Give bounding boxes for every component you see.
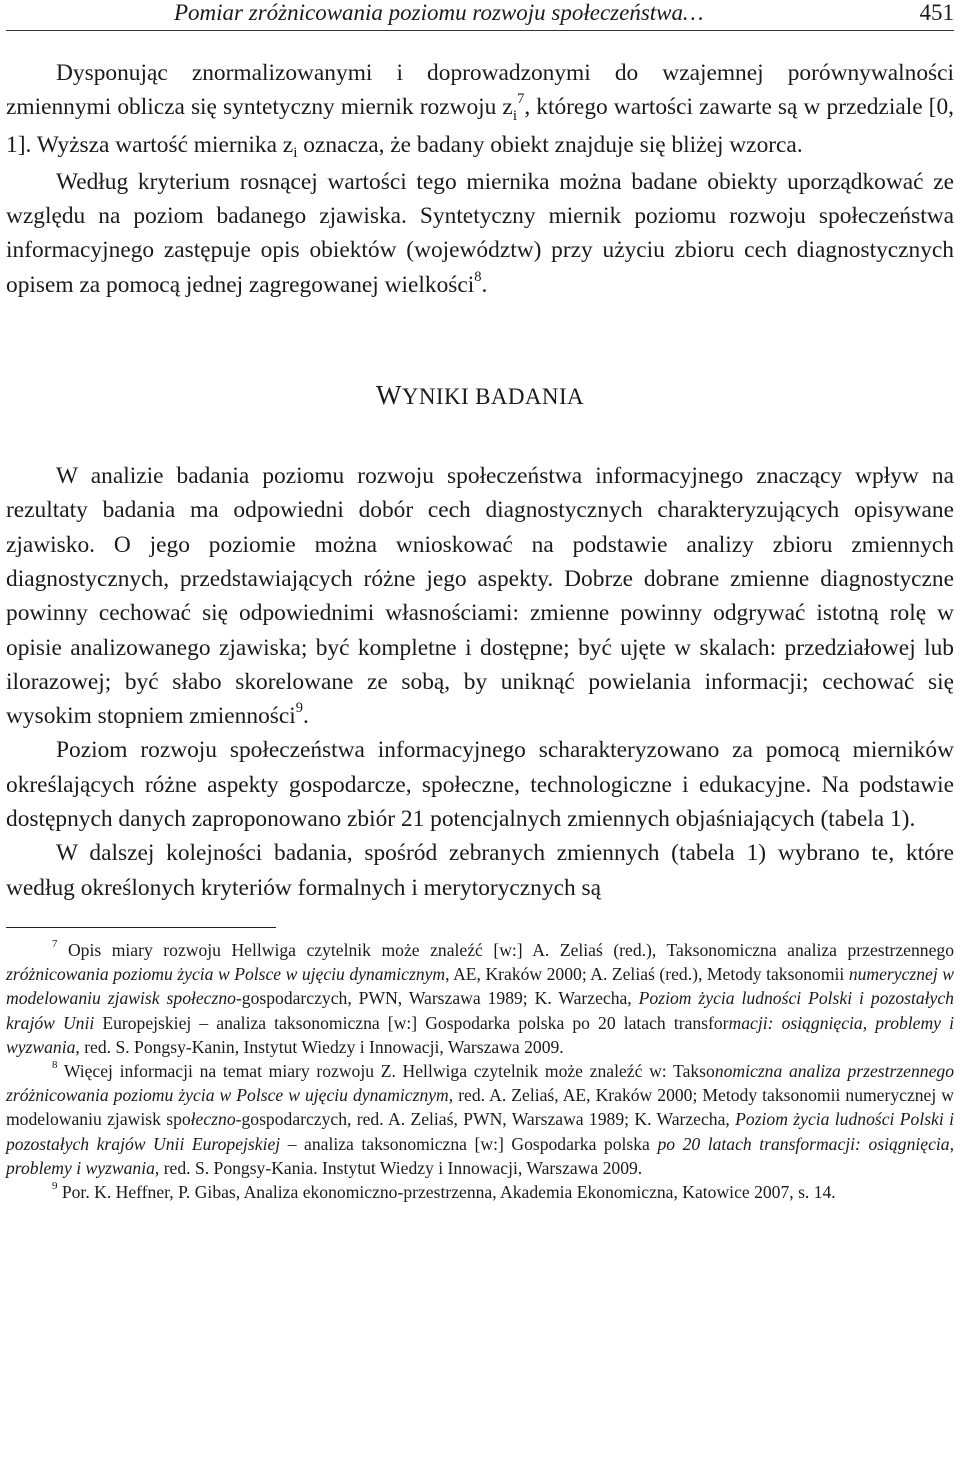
text-run: , którego wartości zawarte są w przedziale [0, 1]. Wyższa wartość miernika z [6, 94, 955, 158]
text-run: Opis miary rozwoju Hellwiga czytelnik może znaleźć [w:] A. Zeliaś (red.), Taksonomiczna analiza przestrzennego [57, 939, 954, 960]
running-title: Pomiar zróżnicowania poziomu rozwoju społeczeństwa… [174, 0, 704, 25]
subscript: i [512, 106, 518, 124]
text-run: . [481, 271, 488, 298]
heading-initial: W [375, 380, 402, 411]
footnote-7 [6, 938, 954, 1059]
subscript: i [293, 143, 298, 161]
footnote-ref[interactable]: 8 [474, 268, 482, 285]
paragraph: W dalszej kolejności badania, spośród zebranych zmiennych (tabela 1) wybrano te, które według określonych kryteriów formalnych i merytorycznych są [6, 840, 954, 901]
italic-run: po 20 latach transformacji: osiągnięcia, problemy i wyzwania [6, 1133, 954, 1178]
italic-run: nomiczna analiza przestrzennego zróżnicowania poziomu życia w Polsce w ujęciu dynamicznym [6, 1060, 954, 1106]
text-run: Por. K. Heffner, P. Gibas, Analiza ekonomiczno-przestrzenna, Akademia Ekonomiczna, Katowice 2007, s. 14. [57, 1181, 836, 1202]
paragraph: Poziom rozwoju społeczeństwa informacyjnego scharakteryzowano za pomocą mierników określających różne aspekty gospodarcze, społeczne, technologiczne i edukacyjne. Na podstawie dostępnych danych zaproponowano zbiór 21 potencjalnych zmiennych objaśniających (tabela 1). [6, 737, 954, 833]
footnote-number: 7 [52, 938, 58, 951]
italic-run: zróżnicowania poziomu życia w Polsce w ujęciu dynamicznym [6, 964, 446, 985]
text-run: . [303, 703, 309, 730]
paragraph [6, 56, 954, 165]
text-run: , red. S. Pongsy-Kania. Instytut Wiedzy i Innowacji, Warszawa 2009. [154, 1157, 643, 1178]
footnote-ref[interactable]: 7 [517, 91, 525, 108]
italic-run: Poziom życia ludności Polski i pozostałych krajów Unii Europejskiej [6, 1109, 954, 1154]
text-run: -gospodarczych, red. A. Zeliaś, PWN, Warszawa 1989; K. Warzecha, [235, 1109, 736, 1130]
section-text [6, 459, 954, 905]
text-run: W analizie badania poziomu rozwoju społeczeństwa informacyjnego znaczący wpływ na rezultaty badania ma odpowiedni dobór cech diagnostycznych charakteryzujących opisywane zjawisko. O jego poziomie można wnioskować na podstawie analizy zbioru zmiennych diagnostycznych, przedstawiających różne jego aspekty. Dobrze dobrane zmienne diagnostyczne powinny cechować się odpowiednimi własnościami: zmienne powinny odgrywać istotną rolę w opisie analizowanego zjawiska; być kompletne i dostępne; być ujęte w skalach: przedziałowej lub ilorazowej; być słabo skorelowane ze sobą, by uniknąć powielania informacji; cechować się wysokim stopniem zmienności [6, 463, 954, 730]
footnote-8 [6, 1059, 954, 1180]
paragraph [6, 459, 954, 733]
text-run: Więcej informacji na temat miary rozwoju Z. Hellwiga czytelnik może znaleźć w: Takso [57, 1060, 715, 1081]
footnote-number: 9 [52, 1180, 58, 1193]
text-run: , AE, Kraków 2000; A. Zeliaś (red.), Metody taksonomii [445, 964, 849, 985]
text-run: , red. S. Pongsy-Kanin, Instytut Wiedzy i Innowacji, Warszawa 2009. [75, 1036, 564, 1057]
running-header [6, 0, 954, 31]
footnote-separator [6, 927, 276, 928]
heading-text: YNIKI BADANIA [401, 384, 585, 410]
document-page [6, 0, 954, 1204]
italic-run: numerycznej w modelowaniu zjawisk społeczno [6, 964, 954, 1009]
text-run: – analiza taksonomiczna [w:] Gospodarka polska [280, 1133, 658, 1154]
footnote-9 [6, 1180, 954, 1204]
paragraph [6, 165, 954, 302]
footnotes [6, 938, 954, 1204]
page-number: 451 [919, 0, 954, 25]
italic-run: łeczno [190, 1109, 236, 1130]
intro-text [6, 56, 954, 302]
text-run: , red. A. Zeliaś, AE, Kraków 2000; Metody taksonomii numerycznej w modelowaniu zjawisk spo [6, 1085, 954, 1130]
text-run: oznacza, że badany obiekt znajduje się bliżej wzorca. [297, 131, 803, 158]
text-run: Według kryterium rosnącej wartości tego miernika można badane obiekty uporządkować ze względu na poziom badanego zjawiska. Syntetyczny miernik poziomu rozwoju społeczeństwa informacyjnego zastępuje opis obiektów (województw) przy użyciu zbioru cech diagnostycznych opisem za pomocą jednej zagregowanej wielkości [6, 168, 954, 298]
footnote-ref[interactable]: 9 [295, 700, 304, 717]
text-run: Dysponując znormalizowanymi i doprowadzonymi do wzajemnej porównywalności zmiennymi oblicza się syntetyczny miernik rozwoju z [6, 60, 954, 121]
text-run: -gospodarczych, PWN, Warszawa 1989; K. Warzecha, [235, 988, 639, 1009]
italic-run: Poziom życia ludności Polski i pozostałych krajów Unii [6, 988, 954, 1033]
text-run: Europejskiej – analiza taksonomiczna [w:] Gospodarka polska po 20 latach transfor [94, 1012, 729, 1033]
section-heading [6, 380, 954, 411]
footnote-number: 8 [52, 1059, 58, 1072]
italic-run: macji: osiągnięcia, problemy i wyzwania [6, 1012, 954, 1057]
